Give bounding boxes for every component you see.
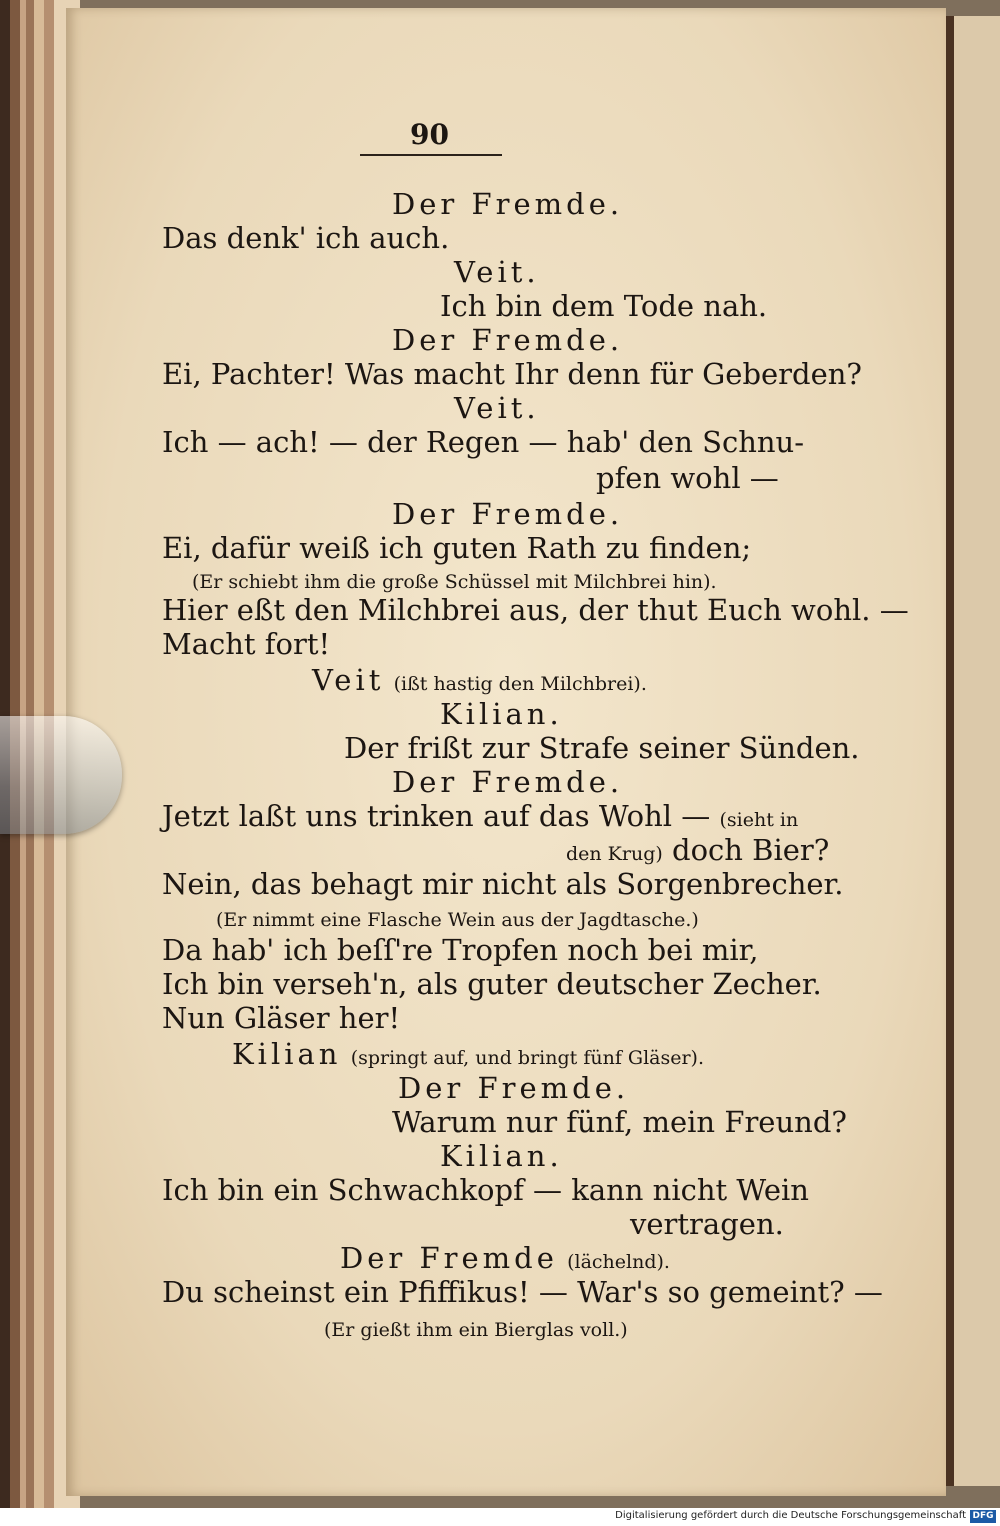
stage-direction: (Er schiebt ihm die große Schüssel mit Milchbrei hin). [192, 571, 717, 593]
speaker-line: Kilian. [440, 697, 563, 731]
verse-line: Das denk' ich auch. [162, 221, 450, 255]
speaker-line: Veit. [454, 255, 540, 289]
verse-line: Nun Gläser her! [162, 1001, 401, 1035]
verse-line: Ei, Pachter! Was macht Ihr denn für Geberden? [162, 357, 862, 391]
verse-line: Du scheinst ein Pfiffikus! — War's so gemeint? — [162, 1275, 883, 1309]
verse-line: Ich bin ein Schwachkopf — kann nicht Wein [162, 1173, 809, 1207]
verse-line: Da hab' ich beſſ're Tropfen noch bei mir, [162, 933, 759, 967]
speaker-line: Der Fremde. [392, 187, 624, 221]
speaker-name: Veit [312, 663, 385, 697]
speaker-line [312, 664, 647, 700]
stage-direction: (sieht in [719, 809, 799, 831]
header-rule [360, 154, 502, 156]
verse-line: vertragen. [630, 1207, 784, 1241]
verse-line: Nein, das behagt mir nicht als Sorgenbrecher. [162, 867, 844, 901]
footer-credit: Digitalisierung gefördert durch die Deutsche Forschungsgemeinschaft [615, 1510, 966, 1521]
verse-line: Ich — ach! — der Regen — hab' den Schnu- [162, 425, 805, 459]
stage-direction: (springt auf, und bringt fünf Gläser). [350, 1047, 705, 1069]
page-number: 90 [410, 118, 449, 151]
dfg-logo: DFG [970, 1510, 996, 1523]
verse-line: Der frißt zur Strafe seiner Sünden. [344, 731, 860, 765]
verse-line: Warum nur fünf, mein Freund? [392, 1105, 847, 1139]
speaker-name: Kilian [232, 1037, 342, 1071]
speaker-line: Der Fremde. [398, 1071, 630, 1105]
verse-line: Ich bin dem Tode nah. [440, 289, 768, 323]
verse-line: Ich bin verseh'n, als guter deutscher Zecher. [162, 967, 822, 1001]
stage-direction: den Krug) [566, 843, 663, 865]
speaker-line: Der Fremde. [392, 765, 624, 799]
speaker-line: Veit. [454, 391, 540, 425]
speaker-line: Kilian. [440, 1139, 563, 1173]
verse-line: pfen wohl — [596, 461, 779, 495]
speaker-line: Der Fremde. [392, 323, 624, 357]
stage-direction: (Er gießt ihm ein Bierglas voll.) [324, 1319, 628, 1341]
verse-text: Jetzt laßt uns trinken auf das Wohl — [162, 799, 711, 833]
speaker-line [340, 1242, 670, 1278]
footer-bar [0, 1508, 1000, 1526]
verse-line [566, 834, 829, 870]
verse-line: Ei, dafür weiß ich guten Rath zu finden; [162, 531, 752, 565]
verse-line [162, 800, 798, 836]
verse-line: Macht fort! [162, 627, 331, 661]
verse-text: doch Bier? [672, 833, 830, 867]
speaker-line [232, 1038, 704, 1074]
stage-direction: (Er nimmt eine Flasche Wein aus der Jagdtasche.) [216, 909, 699, 931]
stage-direction: (lächelnd). [567, 1251, 670, 1273]
speaker-line: Der Fremde. [392, 497, 624, 531]
stage-direction: (ißt hastig den Milchbrei). [393, 673, 647, 695]
verse-line: Hier eßt den Milchbrei aus, der thut Euch wohl. — [162, 593, 909, 627]
speaker-name: Der Fremde [340, 1241, 558, 1275]
